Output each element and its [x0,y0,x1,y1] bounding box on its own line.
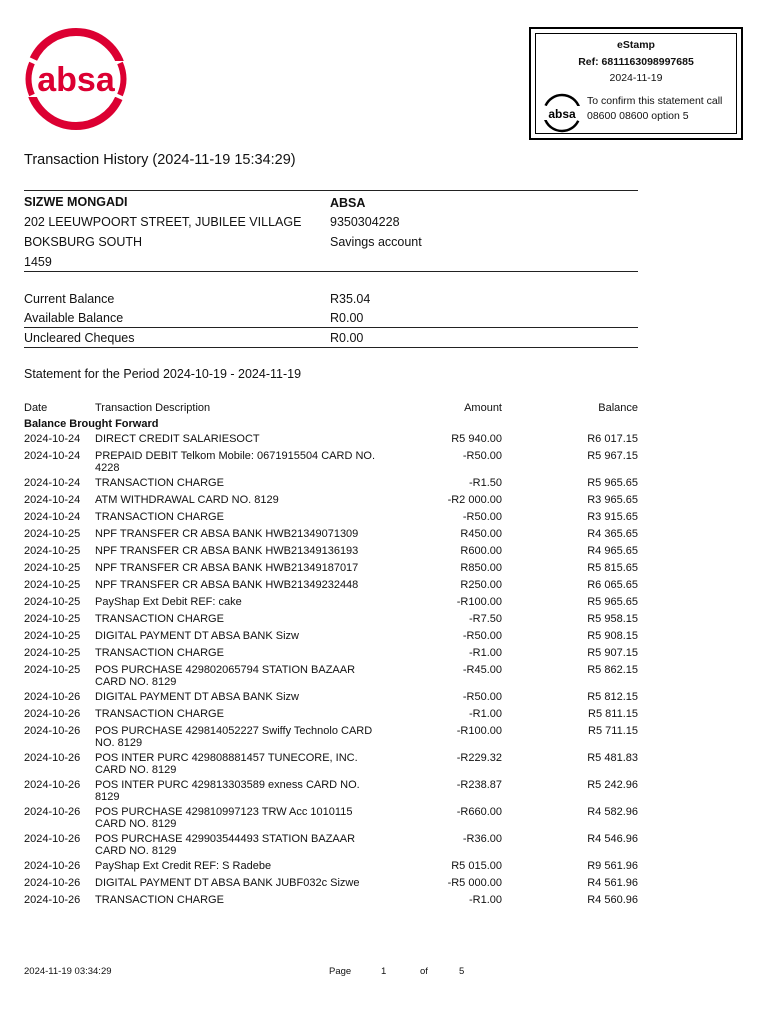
txn-description: POS PURCHASE 429802065794 STATION BAZAAR CARD NO. 8129 [95,664,356,688]
txn-amount: -R7.50 [468,613,502,625]
absa-logo [22,25,130,133]
footer-page-total: 5 [459,966,465,977]
balance-value: R0.00 [330,311,364,325]
txn-description: ATM WITHDRAWAL CARD NO. 8129 [95,494,279,506]
txn-amount: -R50.00 [462,691,502,703]
txn-amount: -R50.00 [462,450,502,462]
divider [24,347,638,348]
txn-date: 2024-10-25 [24,596,81,608]
txn-balance: R6 017.15 [587,433,638,445]
txn-date: 2024-10-26 [24,725,81,737]
txn-balance: R4 561.96 [587,877,638,889]
txn-amount: -R2 000.00 [447,494,502,506]
txn-date: 2024-10-26 [24,806,81,818]
txn-description: DIRECT CREDIT SALARIESOCT [95,433,260,445]
txn-amount: R450.00 [460,528,502,540]
txn-balance: R5 862.15 [587,664,638,676]
txn-description: TRANSACTION CHARGE [95,647,224,659]
txn-description: NPF TRANSFER CR ABSA BANK HWB21349232448 [95,579,359,591]
customer-name: SIZWE MONGADI [24,195,128,209]
txn-balance: R5 965.65 [587,477,638,489]
table-row [24,806,638,833]
brought-forward-label: Balance Brought Forward [24,418,159,430]
page-title: Transaction History (2024-11-19 15:34:29) [24,152,296,168]
table-row [24,752,638,779]
txn-amount: -R1.50 [468,477,502,489]
estamp-logo-text: absa [548,107,576,121]
txn-amount: R250.00 [460,579,502,591]
txn-balance: R6 065.65 [587,579,638,591]
txn-amount: -R1.00 [468,708,502,720]
txn-description: PayShap Ext Credit REF: S Radebe [95,860,272,872]
txn-balance: R5 908.15 [587,630,638,642]
txn-description: TRANSACTION CHARGE [95,708,224,720]
txn-balance: R5 907.15 [587,647,638,659]
estamp-ref: Ref: 6811163098997685 [578,56,694,68]
table-row [24,511,638,528]
txn-amount: -R45.00 [462,664,502,676]
table-row [24,894,638,911]
estamp-confirm-line2: 08600 08600 option 5 [587,110,689,122]
txn-date: 2024-10-24 [24,494,81,506]
footer-page-label: Page [329,966,352,977]
txn-amount: -R50.00 [462,511,502,523]
txn-description: DIGITAL PAYMENT DT ABSA BANK Sizw [95,691,299,703]
txn-amount: -R100.00 [456,725,502,737]
table-row [24,691,638,708]
txn-description: TRANSACTION CHARGE [95,477,224,489]
txn-amount: -R1.00 [468,647,502,659]
txn-date: 2024-10-24 [24,511,81,523]
estamp-title: eStamp [617,39,655,51]
txn-description: DIGITAL PAYMENT DT ABSA BANK Sizw [95,630,299,642]
table-row [24,613,638,630]
txn-description: DIGITAL PAYMENT DT ABSA BANK JUBF032c Sizwe [95,877,360,889]
txn-description: PREPAID DEBIT Telkom Mobile: 0671915504 CARD NO. 4228 [95,450,376,474]
txn-description: POS PURCHASE 429810997123 TRW Acc 1010115 CARD NO. 8129 [95,806,353,830]
balance-value: R0.00 [330,331,364,345]
statement-period: Statement for the Period 2024-10-19 - 2024-11-19 [24,367,302,381]
transaction-table [24,402,638,911]
txn-balance: R4 546.96 [587,833,638,845]
bank-name: ABSA [330,196,366,210]
table-row [24,477,638,494]
txn-balance: R4 965.65 [587,545,638,557]
txn-balance: R5 481.83 [587,752,638,764]
txn-balance: R5 711.15 [588,725,638,737]
header-date: Date [24,402,48,414]
footer-of-label: of [420,966,428,977]
txn-date: 2024-10-25 [24,664,81,676]
divider [24,190,638,191]
txn-balance: R9 561.96 [587,860,638,872]
brought-forward-row [24,418,638,433]
txn-balance: R3 915.65 [587,511,638,523]
txn-date: 2024-10-26 [24,894,81,906]
txn-balance: R5 812.15 [587,691,638,703]
txn-amount: R5 940.00 [451,433,502,445]
txn-amount: R850.00 [460,562,502,574]
txn-date: 2024-10-26 [24,877,81,889]
txn-date: 2024-10-25 [24,562,81,574]
estamp-confirm-line1: To confirm this statement call [587,95,723,107]
txn-amount: -R660.00 [456,806,502,818]
table-row [24,579,638,596]
header-description: Transaction Description [95,402,211,414]
txn-date: 2024-10-26 [24,752,81,764]
txn-amount: -R100.00 [456,596,502,608]
table-row [24,528,638,545]
header-amount: Amount [464,402,502,414]
table-row [24,562,638,579]
txn-date: 2024-10-26 [24,779,81,791]
estamp-confirm-text [587,94,722,124]
logo-text: absa [37,61,115,99]
txn-amount: -R238.87 [456,779,502,791]
table-row [24,494,638,511]
txn-balance: R5 958.15 [587,613,638,625]
txn-date: 2024-10-25 [24,545,81,557]
table-row [24,860,638,877]
txn-balance: R5 967.15 [587,450,638,462]
txn-description: TRANSACTION CHARGE [95,894,224,906]
txn-date: 2024-10-26 [24,833,81,845]
txn-description: POS PURCHASE 429903544493 STATION BAZAAR CARD NO. 8129 [95,833,356,857]
table-row [24,647,638,664]
divider [24,271,638,272]
customer-postcode: 1459 [24,255,52,269]
footer-timestamp: 2024-11-19 03:34:29 [24,966,112,977]
table-row [24,708,638,725]
transaction-rows [24,433,638,911]
table-header [24,402,638,418]
balance-label: Current Balance [24,292,115,306]
txn-amount: -R5 000.00 [447,877,502,889]
customer-address1: 202 LEEUWPOORT STREET, JUBILEE VILLAGE [24,215,302,229]
txn-balance: R5 965.65 [587,596,638,608]
table-row [24,833,638,860]
txn-description: POS INTER PURC 429808881457 TUNECORE, INC. CARD NO. 8129 [95,752,358,776]
account-type: Savings account [330,235,422,249]
txn-date: 2024-10-25 [24,613,81,625]
estamp-box [529,27,743,140]
txn-amount: -R36.00 [462,833,502,845]
txn-description: PayShap Ext Debit REF: cake [95,596,242,608]
txn-balance: R4 582.96 [587,806,638,818]
txn-description: NPF TRANSFER CR ABSA BANK HWB21349136193 [95,545,359,557]
txn-balance: R5 242.96 [587,779,638,791]
balance-label: Available Balance [24,311,124,325]
txn-balance: R4 365.65 [587,528,638,540]
table-row [24,664,638,691]
balance-value: R35.04 [330,292,371,306]
table-row [24,433,638,450]
txn-amount: -R50.00 [462,630,502,642]
table-row [24,450,638,477]
table-row [24,596,638,613]
estamp-date: 2024-11-19 [609,72,663,84]
table-row [24,725,638,752]
table-row [24,545,638,562]
txn-description: TRANSACTION CHARGE [95,613,224,625]
txn-date: 2024-10-25 [24,647,81,659]
table-row [24,630,638,647]
txn-balance: R4 560.96 [587,894,638,906]
balance-label: Uncleared Cheques [24,331,135,345]
divider [24,327,638,328]
txn-date: 2024-10-24 [24,450,81,462]
txn-description: TRANSACTION CHARGE [95,511,224,523]
txn-description: NPF TRANSFER CR ABSA BANK HWB21349071309 [95,528,359,540]
table-row [24,877,638,894]
customer-address2: BOKSBURG SOUTH [24,235,143,249]
txn-description: NPF TRANSFER CR ABSA BANK HWB21349187017 [95,562,359,574]
txn-date: 2024-10-24 [24,477,81,489]
txn-balance: R5 811.15 [588,708,638,720]
header-balance: Balance [598,402,638,414]
txn-description: POS INTER PURC 429813303589 exness CARD NO. 8129 [95,779,360,803]
txn-balance: R5 815.65 [587,562,638,574]
estamp-absa-logo [541,92,583,134]
txn-date: 2024-10-25 [24,528,81,540]
txn-amount: R5 015.00 [451,860,502,872]
txn-date: 2024-10-26 [24,708,81,720]
table-row [24,779,638,806]
txn-date: 2024-10-25 [24,630,81,642]
txn-date: 2024-10-26 [24,860,81,872]
txn-date: 2024-10-25 [24,579,81,591]
account-number: 9350304228 [330,215,400,229]
txn-amount: -R1.00 [468,894,502,906]
txn-description: POS PURCHASE 429814052227 Swiffy Technolo CARD NO. 8129 [95,725,373,749]
txn-amount: R600.00 [460,545,502,557]
txn-balance: R3 965.65 [587,494,638,506]
txn-date: 2024-10-26 [24,691,81,703]
txn-date: 2024-10-24 [24,433,81,445]
txn-amount: -R229.32 [456,752,502,764]
footer-page-number: 1 [381,966,387,977]
